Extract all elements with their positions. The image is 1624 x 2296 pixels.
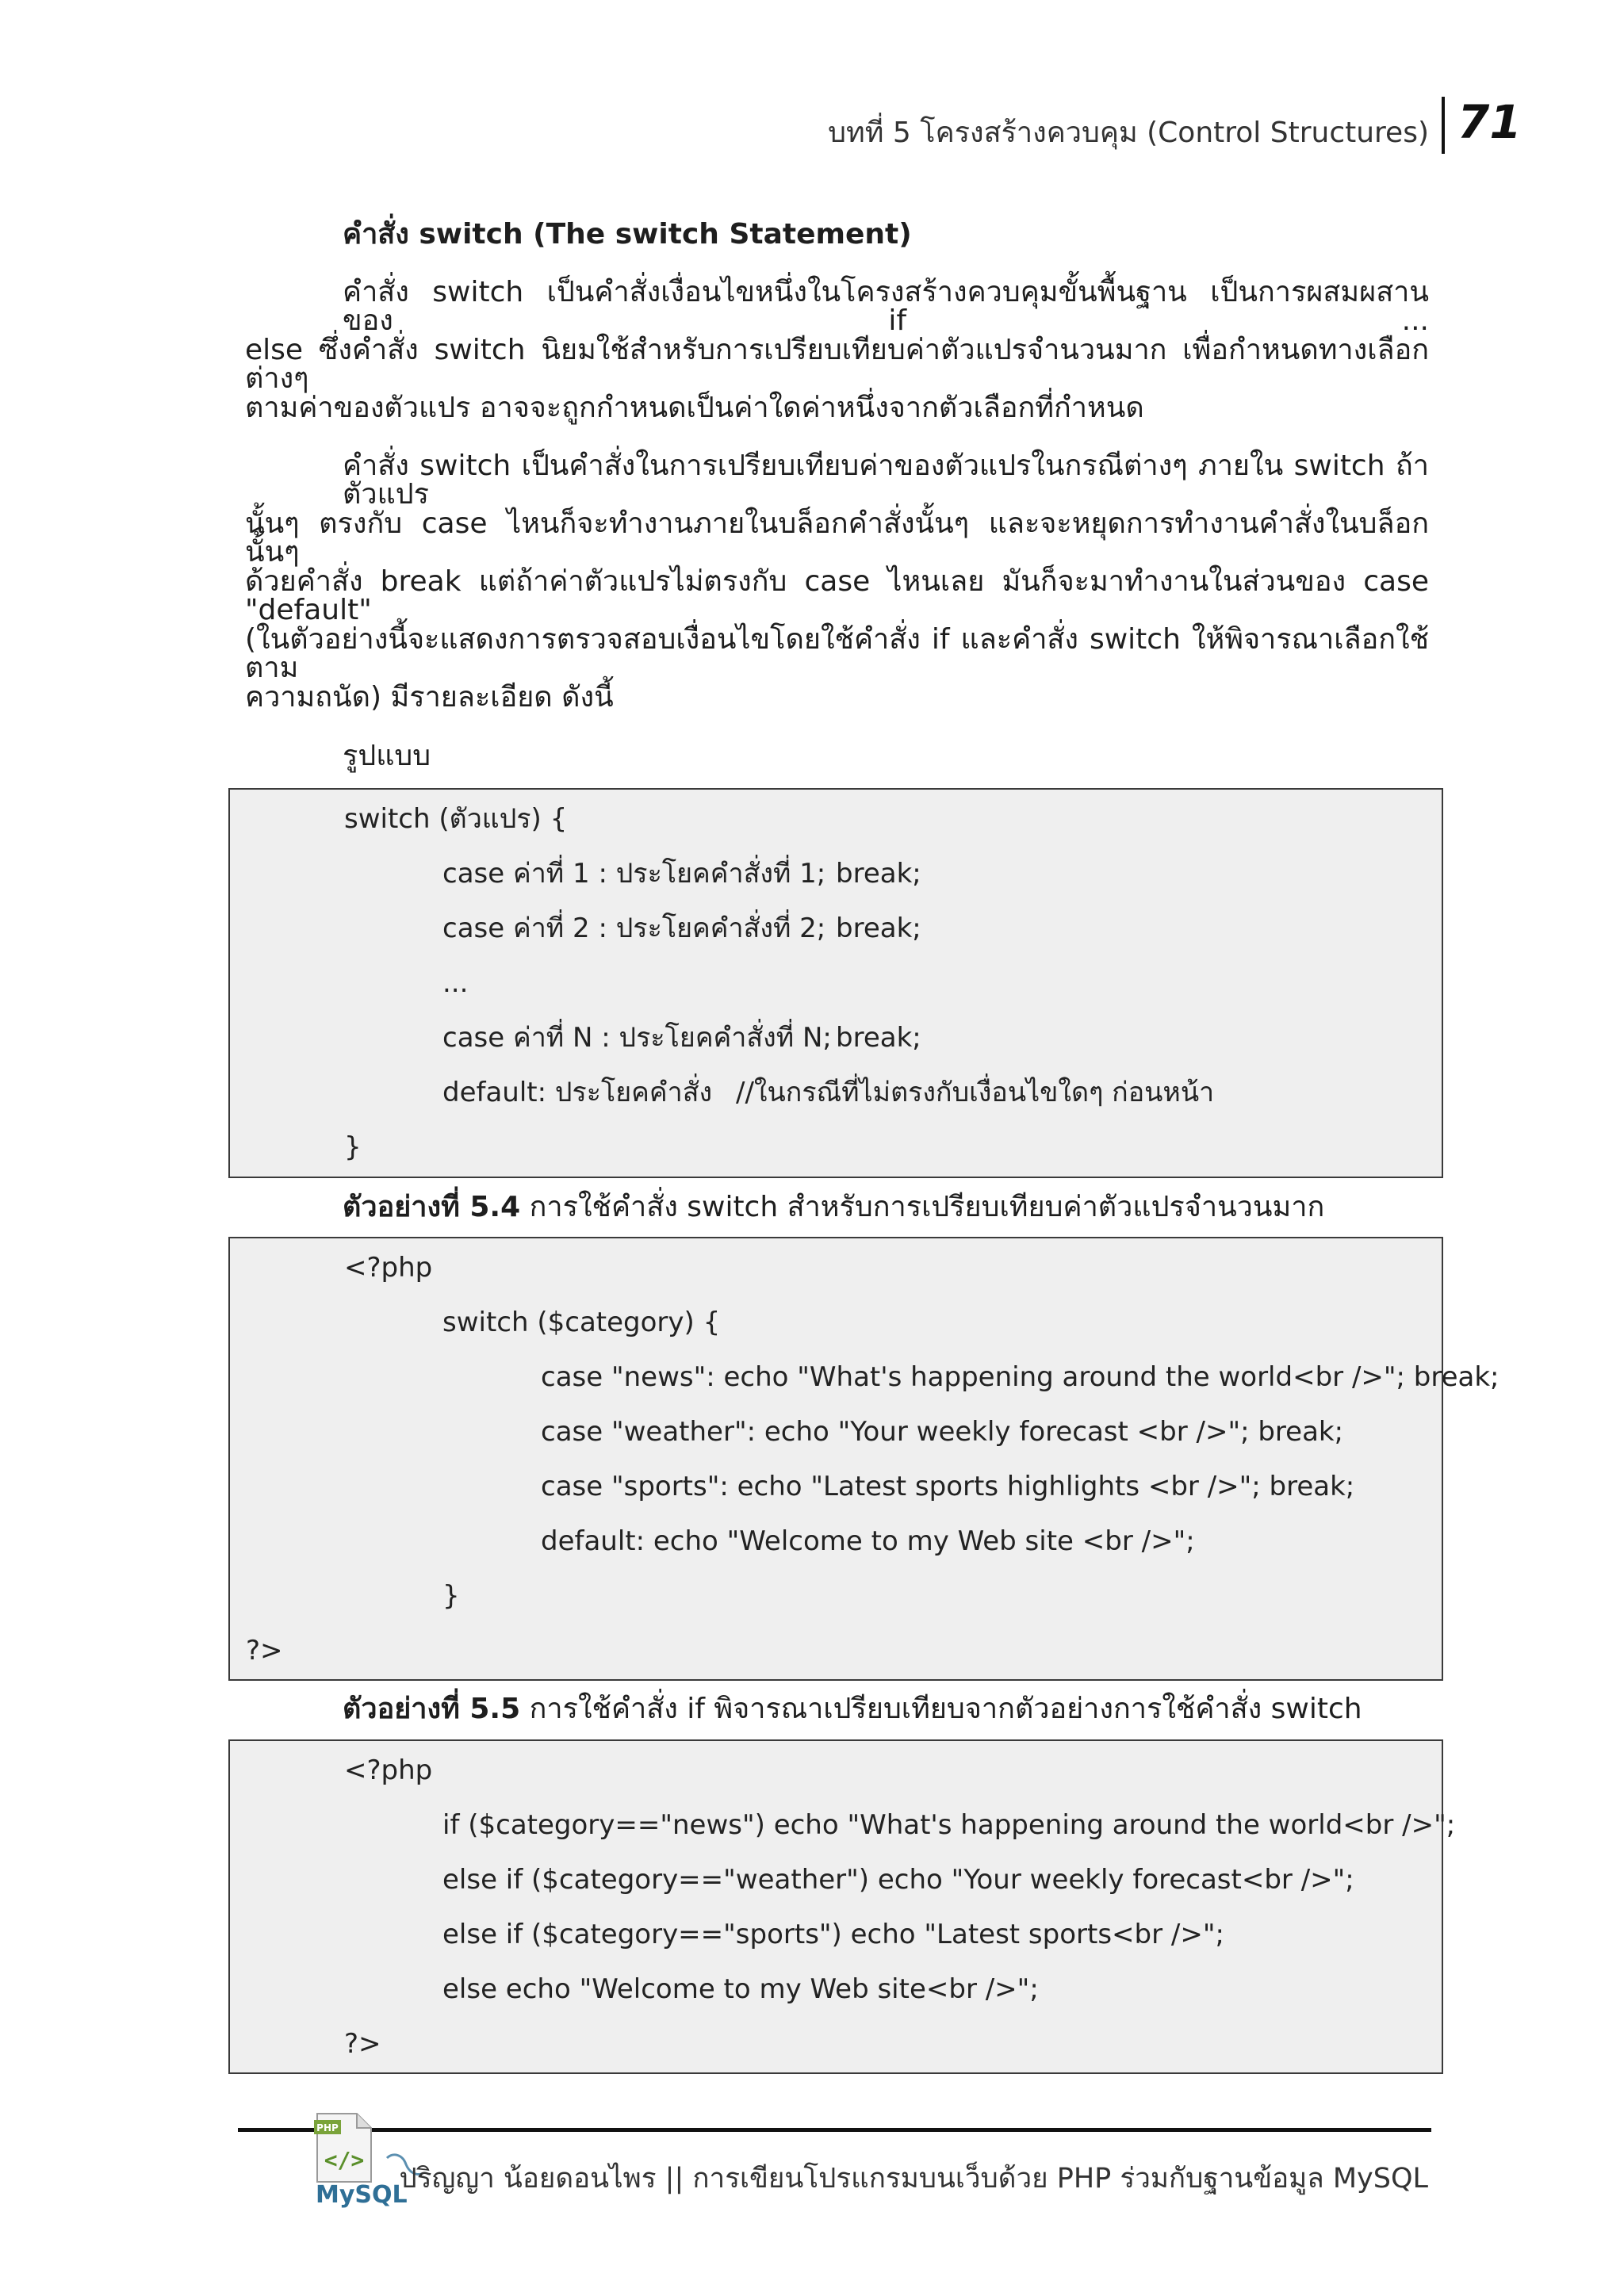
code-line: break; — [836, 1022, 921, 1054]
code-line: case ค่าที่ 2 : ประโยคคำสั่งที่ 2; — [442, 913, 826, 944]
logo-badge: PHP — [316, 2122, 339, 2133]
code-line: default: echo "Welcome to my Web site <br />"; — [541, 1525, 1195, 1557]
paragraph2-line5: ความถนัด) มีรายละเอียด ดังนี้ — [245, 681, 614, 714]
code-line: case "news": echo "What's happening around the world<br />"; break; — [541, 1361, 1500, 1393]
code-line: else if ($category=="weather") echo "Your weekly forecast<br />"; — [442, 1864, 1354, 1896]
code-line: break; — [836, 913, 921, 944]
code-line: ?> — [344, 2028, 381, 2060]
paragraph2-line1: คำสั่ง switch เป็นคำสั่งในการเปรียบเทียบค่าของตัวแปรในกรณีต่างๆ ภายใน switch ถ้าตัวแปร — [343, 450, 1429, 511]
paragraph1-line1: คำสั่ง switch เป็นคำสั่งเงื่อนไขหนึ่งในโครงสร้างควบคุมขั้นพื้นฐาน เป็นการผสมผสานของ if ... — [343, 276, 1429, 337]
code-line: ?> — [246, 1635, 283, 1667]
example1-label: ตัวอย่างที่ 5.4 — [343, 1191, 521, 1223]
example1-caption — [343, 1193, 1324, 1222]
code-line: case ค่าที่ 1 : ประโยคคำสั่งที่ 1; — [442, 858, 826, 890]
example1-caption-text: การใช้คำสั่ง switch สำหรับการเปรียบเทียบค่าตัวแปรจำนวนมาก — [529, 1191, 1325, 1223]
code-line: case ค่าที่ N : ประโยคคำสั่งที่ N; — [442, 1022, 832, 1054]
code-line: <?php — [344, 1252, 433, 1284]
chapter-title: บทที่ 5 โครงสร้างควบคุม (Control Structures) — [828, 117, 1429, 149]
code-line: case "weather": echo "Your weekly forecast <br />"; break; — [541, 1416, 1344, 1448]
code-line: else if ($category=="sports") echo "Latest sports<br />"; — [442, 1919, 1224, 1950]
paragraph2-line3: ด้วยคำสั่ง break แต่ถ้าค่าตัวแปรไม่ตรงกับ case ไหนเลย มันก็จะมาทำงานในส่วนของ case "default" — [245, 565, 1429, 626]
code-line: switch ($category) { — [442, 1307, 721, 1338]
footer-text: ปริญญา น้อยดอนไพร || การเขียนโปรแกรมบนเว็บด้วย PHP ร่วมกับฐานข้อมูล MySQL — [399, 2163, 1428, 2195]
code-line: <?php — [344, 1755, 433, 1786]
syntax-label: รูปแบบ — [343, 740, 431, 772]
logo-wordmark: MySQL — [316, 2181, 408, 2209]
code-line: default: ประโยคคำสั่ง — [442, 1077, 713, 1108]
example2-caption — [343, 1695, 1362, 1724]
section-heading: คำสั่ง switch (The switch Statement) — [343, 218, 912, 251]
code-line: ... — [442, 967, 469, 999]
paragraph2-line4: (ในตัวอย่างนี้จะแสดงการตรวจสอบเงื่อนไขโดยใช้คำสั่ง if และคำสั่ง switch ให้พิจารณาเลือกใช้ตาม — [245, 623, 1429, 684]
code-line: switch (ตัวแปร) { — [344, 803, 568, 835]
paragraph1-line3: ตามค่าของตัวแปร อาจจะถูกกำหนดเป็นค่าใดค่าหนึ่งจากตัวเลือกที่กำหนด — [245, 392, 1144, 424]
code-line: if ($category=="news") echo "What's happening around the world<br />"; — [442, 1809, 1456, 1841]
example2-code-box — [228, 1739, 1456, 2074]
example2-label: ตัวอย่างที่ 5.5 — [343, 1693, 521, 1725]
paragraph2-line2: นั้นๆ ตรงกับ case ไหนก็จะทำงานภายในบล็อกคำสั่งนั้นๆ และจะหยุดการทำงานคำสั่งในบล็อกนั้นๆ — [245, 507, 1429, 568]
example1-code-box — [228, 1237, 1500, 1681]
page-number: 71 — [1457, 95, 1522, 149]
code-line: case "sports": echo "Latest sports highlights <br />"; break; — [541, 1471, 1355, 1502]
header-divider — [1442, 97, 1445, 154]
code-line: break; — [836, 858, 921, 890]
paragraph1-line2: else ซึ่งคำสั่ง switch นิยมใช้สำหรับการเปรียบเทียบค่าตัวแปรจำนวนมาก เพื่อกำหนดทางเลือกต่างๆ — [245, 334, 1429, 395]
code-line: } — [442, 1580, 460, 1612]
syntax-code-box — [228, 788, 1443, 1178]
code-line: } — [344, 1131, 362, 1163]
example2-caption-text: การใช้คำสั่ง if พิจารณาเปรียบเทียบจากตัวอย่างการใช้คำสั่ง switch — [529, 1693, 1362, 1725]
logo-symbol: </> — [324, 2147, 365, 2173]
code-line: else echo "Welcome to my Web site<br />"; — [442, 1973, 1039, 2005]
code-comment: //ในกรณีที่ไม่ตรงกับเงื่อนไขใดๆ ก่อนหน้า — [736, 1077, 1215, 1108]
